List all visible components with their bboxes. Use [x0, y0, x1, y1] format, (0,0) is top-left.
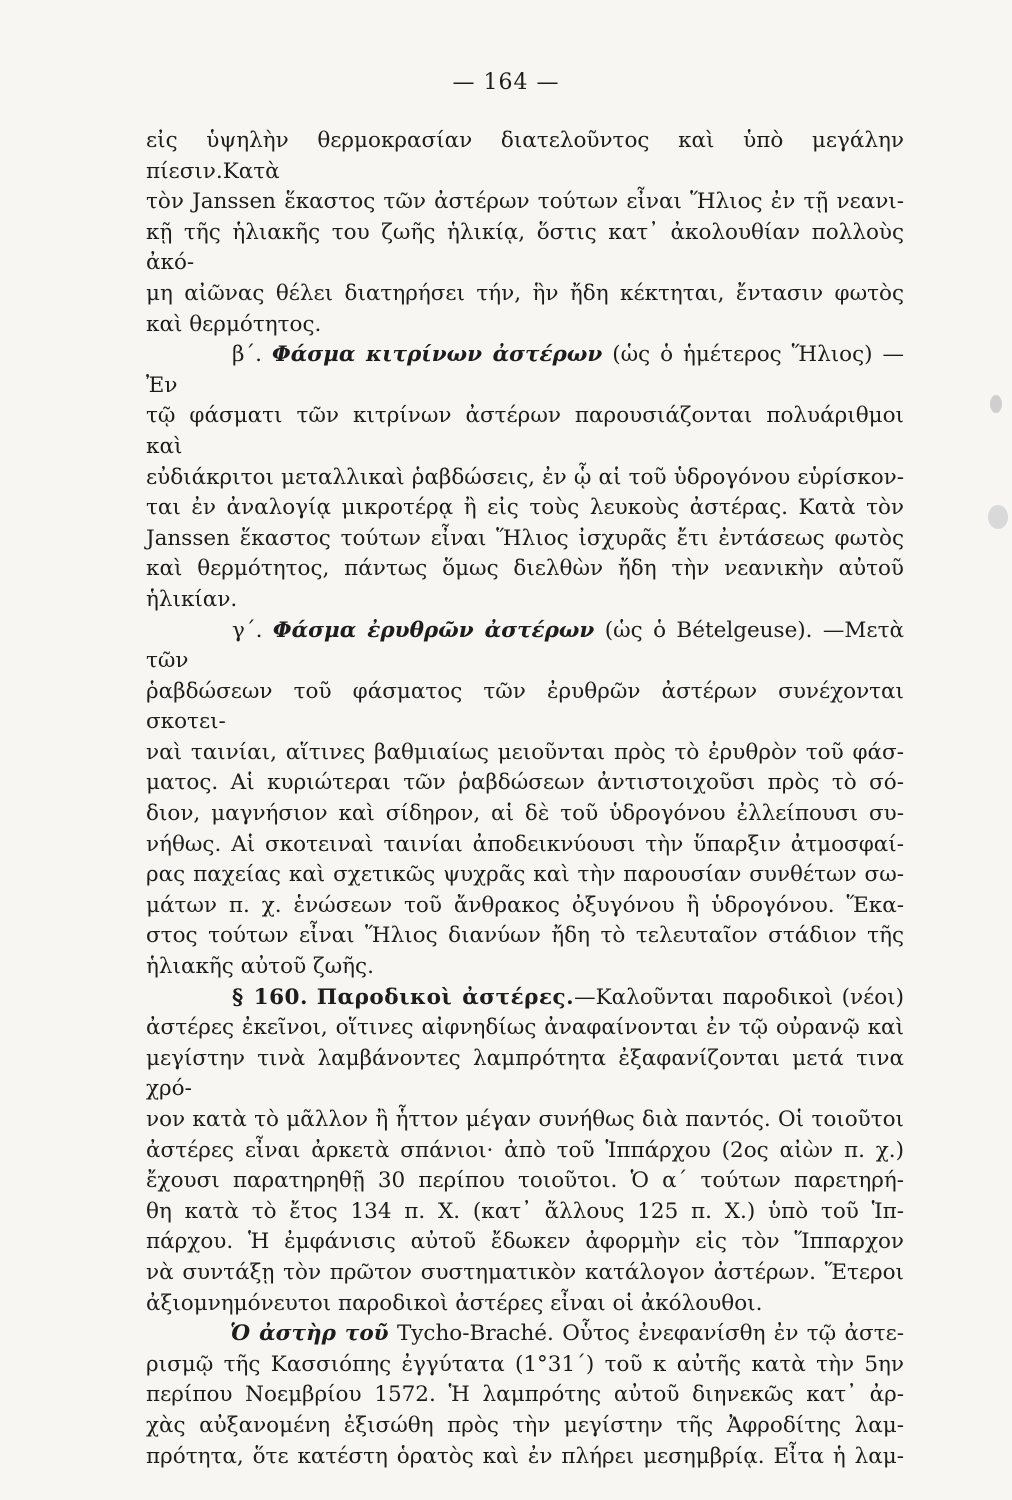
text-line: ἀστέρες ἐκεῖνοι, οἵτινες αἰφνηδίως ἀναφαίνονται ἐν τῷ οὐρανῷ καὶ	[146, 1015, 904, 1041]
tycho-label: Ὁ ἀστὴρ τοῦ	[230, 1321, 389, 1347]
paper-speck	[990, 395, 1002, 413]
section-first-line	[146, 983, 904, 1014]
tycho-first-line	[146, 1319, 904, 1350]
gamma-marker: γ΄.	[232, 617, 263, 643]
text-line: μάτων π. χ. ἑνώσεων τοῦ ἄνθρακος ὀξυγόνου ἢ ὑδρογόνου. Ἕκα-	[146, 892, 904, 918]
section-text: —Καλοῦνται παροδικοὶ (νέοι)	[574, 984, 904, 1010]
text-line: διον, μαγνήσιον καὶ σίδηρον, αἱ δὲ τοῦ ὑδρογόνου ἐλλείπουσι συ-	[146, 801, 904, 827]
text-line: ναὶ ταινίαι, αἵτινες βαθμιαίως μειοῦνται πρὸς τὸ ἐρυθρὸν τοῦ φάσ-	[146, 739, 904, 765]
tycho-name: Tycho-Braché.	[396, 1321, 554, 1347]
text-line: ἡλικίαν.	[146, 586, 238, 612]
text-line: χὰς αὐξανομένη ἐξισώθη πρὸς τὴν μεγίστην τῆς Ἀφροδίτης λαμ-	[146, 1412, 904, 1438]
section-heading: Παροδικοὶ ἀστέρες.	[316, 984, 575, 1010]
text-line: θη κατὰ τὸ ἔτος 134 π. Χ. (κατ᾽ ἄλλους 125 π. Χ.) ὑπὸ τοῦ Ἱπ-	[146, 1198, 904, 1224]
text-line: νὰ συντάξῃ τὸν πρῶτον συστηματικὸν κατάλογον ἀστέρων. Ἕτεροι	[146, 1259, 904, 1285]
beta-first-line	[146, 340, 904, 401]
text-line: καὶ θερμότητος.	[146, 311, 322, 337]
text-line: καὶ θερμότητος, πάντως ὅμως διελθὼν ἤδη τὴν νεανικὴν αὐτοῦ	[146, 556, 904, 582]
gamma-text: (ὡς ὁ Bételgeuse). —Μετὰ τῶν	[146, 617, 904, 674]
text-line: πρότητα, ὅτε κατέστη ὁρατὸς καὶ ἐν πλήρει μεσημβρίᾳ. Εἶτα ἡ λαμ-	[146, 1443, 904, 1469]
paper-speck	[988, 505, 1008, 529]
text-line: μεγίστην τινὰ λαμβάνοντες λαμπρότητα ἐξαφανίζονται μετά τινα χρό-	[146, 1045, 904, 1102]
text-line: ται ἐν ἀναλογίᾳ μικροτέρᾳ ἢ εἰς τοὺς λευκοὺς ἀστέρας. Κατὰ τὸν	[146, 495, 904, 521]
text-line: ἡλιακῆς αὐτοῦ ζωῆς.	[146, 954, 374, 980]
text-line: ῥαβδώσεων τοῦ φάσματος τῶν ἐρυθρῶν ἀστέρων συνέχονται σκοτει-	[146, 678, 904, 735]
text-line: πάρχου. Ἡ ἐμφάνισις αὐτοῦ ἔδωκεν ἀφορμὴν εἰς τὸν Ἵππαρχον	[146, 1229, 904, 1255]
text-line: περίπου Νοεμβρίου 1572. Ἡ λαμπρότης αὐτοῦ διηνεκῶς κατ᾽ ἀρ-	[146, 1382, 904, 1408]
page-number: — 164 —	[452, 70, 560, 95]
gamma-label: Φάσμα ἐρυθρῶν ἀστέρων	[272, 617, 595, 643]
body-text	[146, 126, 904, 1472]
text-line: μη αἰῶνας θέλει διατηρήσει τήν, ἣν ἤδη κέκτηται, ἔντασιν φωτὸς	[146, 280, 904, 306]
tycho-text: Οὗτος ἐνεφανίσθη ἐν τῷ ἀστε-	[562, 1321, 904, 1347]
text-line: ρας παχείας καὶ σχετικῶς ψυχρᾶς καὶ τὴν παρουσίαν συνθέτων σω-	[146, 862, 904, 888]
text-line: Janssen ἕκαστος τούτων εἶναι Ἥλιος ἰσχυρᾶς ἔτι ἐντάσεως φωτὸς	[146, 525, 904, 551]
gamma-first-line	[146, 616, 904, 677]
beta-text: (ὡς ὁ ἡμέτερος Ἥλιος) —Ἐν	[146, 342, 904, 398]
text-line: ἔχουσι παρατηρηθῇ 30 περίπου τοιοῦτοι. Ὁ α΄ τούτων παρετηρή-	[146, 1168, 904, 1194]
text-line: ματος. Αἱ κυριώτεραι τῶν ῥαβδώσεων ἀντιστοιχοῦσι πρὸς τὸ σό-	[146, 770, 904, 796]
text-line: ρισμῷ τῆς Κασσιόπης ἐγγύτατα (1°31΄) τοῦ κ αὐτῆς κατὰ τὴν 5ην	[146, 1351, 904, 1377]
text-line: εὐδιάκριτοι μεταλλικαὶ ῥαβδώσεις, ἐν ᾧ αἱ τοῦ ὑδρογόνου εὑρίσκον-	[146, 464, 904, 490]
text-line: στος τούτων εἶναι Ἥλιος διανύων ἤδη τὸ τελευταῖον στάδιον τῆς	[146, 923, 904, 949]
text-line: εἰς ὑψηλὴν θερμοκρασίαν διατελοῦντος καὶ ὑπὸ μεγάλην πίεσιν.Κατὰ	[146, 128, 904, 184]
text-line: νον κατὰ τὸ μᾶλλον ἢ ἧττον μέγαν συνήθως διὰ παντός. Οἱ τοιοῦτοι	[146, 1107, 904, 1132]
text-line: τῷ φάσματι τῶν κιτρίνων ἀστέρων παρουσιάζονται πολυάριθμοι καὶ	[146, 403, 904, 459]
section-number: § 160.	[232, 984, 308, 1010]
text-line: τὸν Janssen ἕκαστος τῶν ἀστέρων τούτων εἶναι Ἥλιος ἐν τῇ νεανι-	[146, 189, 904, 215]
text-line: κῇ τῆς ἡλιακῆς του ζωῆς ἡλικίᾳ, ὅστις κατ᾽ ἀκολουθίαν πολλοὺς ἀκό-	[146, 219, 904, 276]
text-line: ἀξιομνημόνευτοι παροδικοὶ ἀστέρες εἶναι οἱ ἀκόλουθοι.	[146, 1290, 763, 1316]
text-line: ἀστέρες εἶναι ἀρκετὰ σπάνιοι· ἀπὸ τοῦ Ἱππάρχου (2ος αἰὼν π. χ.)	[146, 1137, 904, 1163]
text-line: νήθως. Αἱ σκοτειναὶ ταινίαι ἀποδεικνύουσι τὴν ὕπαρξιν ἀτμοσφαί-	[146, 831, 904, 857]
beta-label: Φάσμα κιτρίνων ἀστέρων	[271, 342, 603, 368]
beta-marker: β΄.	[232, 342, 263, 368]
